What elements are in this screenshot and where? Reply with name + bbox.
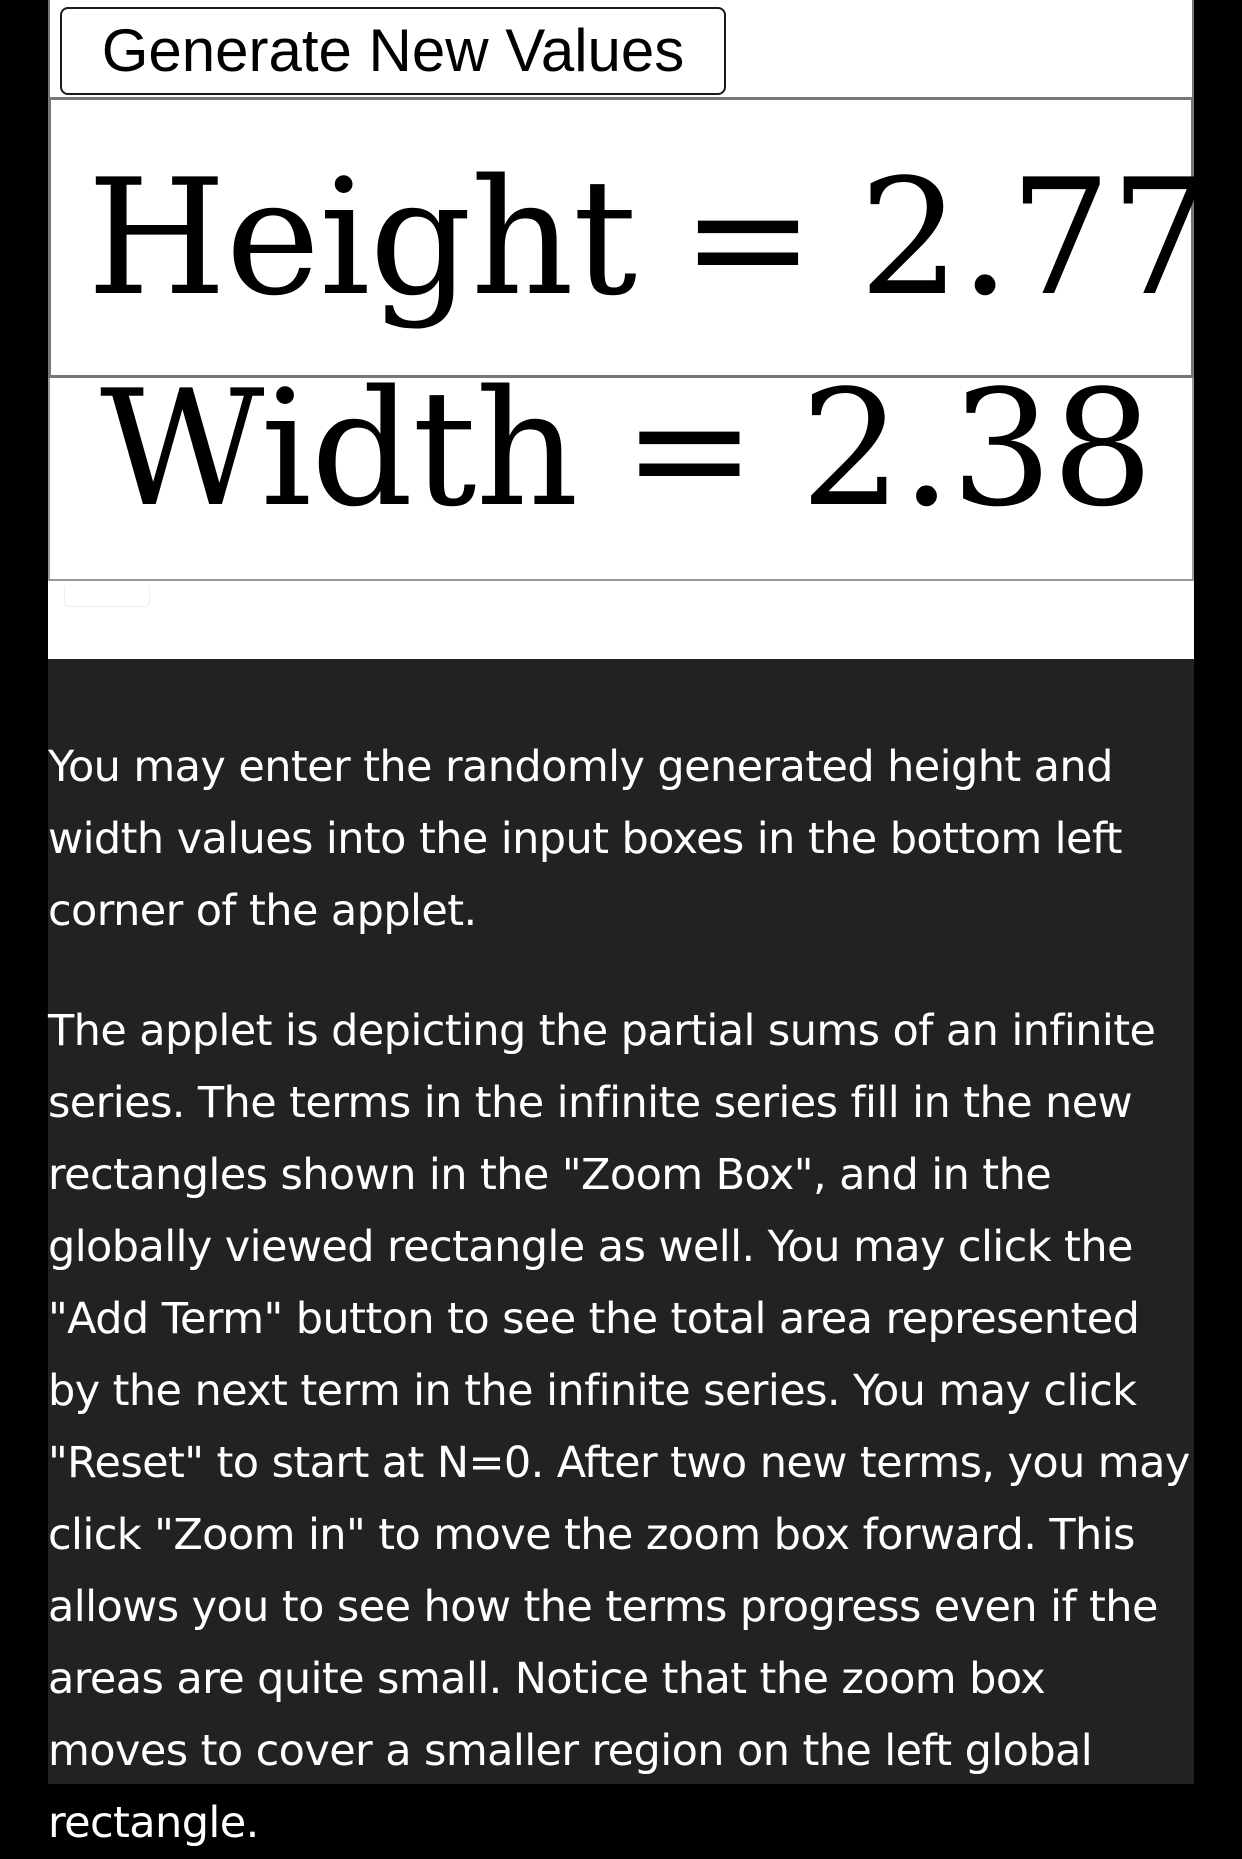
- height-label: Height: [87, 143, 637, 331]
- height-equals-sign: =: [680, 143, 815, 331]
- width-value: 2.38: [800, 354, 1153, 542]
- width-display: [48, 354, 1194, 581]
- description-panel: [48, 659, 1194, 1848]
- description-paragraph-1: You may enter the randomly generated height and width values into the input boxes in the bottom left corner of the applet.: [48, 742, 1122, 936]
- height-display: [48, 97, 1212, 378]
- width-equation: [100, 354, 1153, 542]
- applet-panel: [48, 0, 1212, 659]
- small-input-box[interactable]: [64, 586, 150, 607]
- height-value: 2.77: [858, 143, 1212, 331]
- width-label: Width: [100, 354, 578, 542]
- width-equals-sign: =: [622, 354, 756, 542]
- generate-new-values-button[interactable]: Generate New Values: [60, 7, 726, 95]
- height-equation: [87, 143, 1212, 331]
- description-paragraph-2: The applet is depicting the partial sums of an infinite series. The terms in the infinite series fill in the new rectangles shown in the "Zoom Box", and in the globally viewed rectangle as well. You may click the "Add Term" button to see the total area represented by the next term in the infinite series. You may click "Reset" to start at N=0. After two new terms, you may click "Zoom in" to move the zoom box forward. This allows you to see how the terms progress even if the areas are quite small. Notice that the zoom box moves to cover a smaller region on the left global rectangle.: [48, 1006, 1190, 1848]
